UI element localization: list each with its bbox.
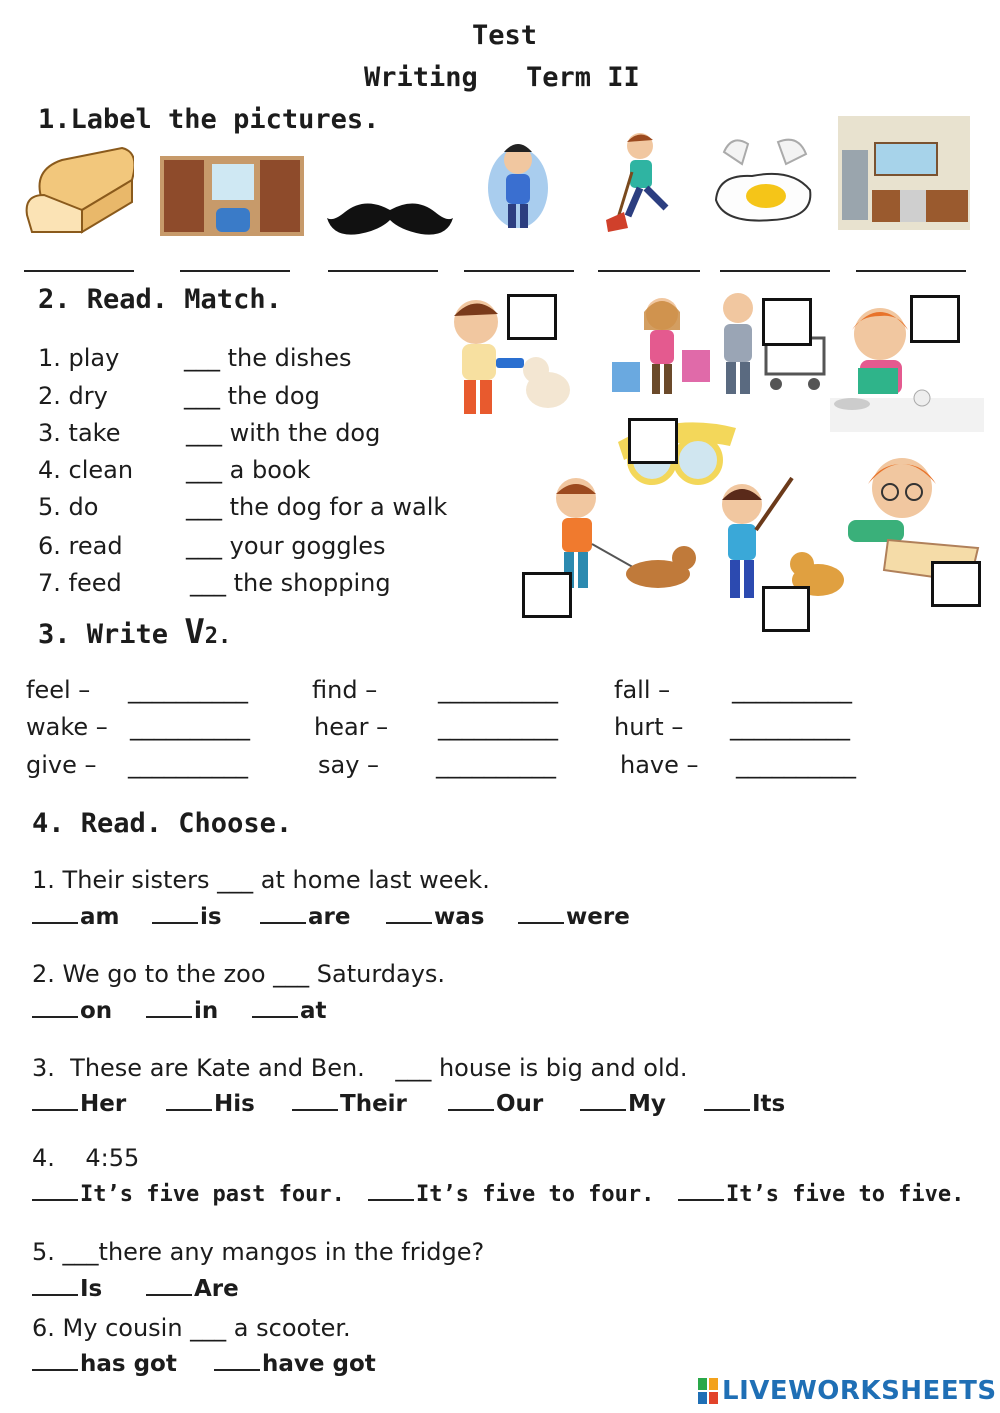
section3-heading-text: 3. Write (38, 619, 169, 650)
section3-heading-num: 2. (204, 624, 232, 649)
answer-box-play[interactable] (762, 586, 810, 632)
q2-option-on[interactable]: on (32, 998, 112, 1024)
label-line-3[interactable] (328, 270, 438, 272)
section3-heading (38, 612, 231, 652)
answer-box-feed-dog[interactable] (507, 294, 557, 340)
phrase-3: ___ with the dog (186, 419, 381, 447)
q3-option-our[interactable]: Our (448, 1091, 543, 1117)
q4-option-five-to-five[interactable]: It’s five to five. (678, 1182, 964, 1207)
q1-option-was[interactable]: was (386, 904, 484, 930)
section1-heading: 1.Label the pictures. (38, 104, 380, 135)
q3-option-her[interactable]: Her (32, 1091, 126, 1117)
verb-7: 7. feed (38, 569, 122, 597)
liveworksheets-logo[interactable]: LIVEWORKSHEETS (722, 1376, 997, 1406)
library-icon (160, 156, 304, 236)
subtitle-term: Term II (526, 62, 640, 93)
label-line-5[interactable] (598, 270, 700, 272)
verb-4: 4. clean (38, 456, 134, 484)
liveworksheets-logo-icon (698, 1378, 718, 1404)
verb-have: have – (620, 751, 699, 779)
verb-fall: fall – (614, 676, 671, 704)
verb-1: 1. play (38, 344, 120, 372)
verb-2: 2. dry (38, 382, 108, 410)
verb-find: find – (312, 676, 378, 704)
blank-have[interactable]: __________ (736, 751, 856, 779)
verb-5: 5. do (38, 493, 99, 521)
phrase-6: ___ your goggles (186, 532, 386, 560)
phrase-7: ___ the shopping (190, 569, 391, 597)
q3-option-their[interactable]: Their (292, 1091, 407, 1117)
q3-option-my[interactable]: My (580, 1091, 666, 1117)
question-6: 6. My cousin ___ a scooter. (32, 1314, 351, 1342)
q6-option-have-got[interactable]: have got (214, 1351, 376, 1377)
phrase-1: ___ the dishes (184, 344, 352, 372)
egg-icon (712, 134, 816, 226)
q6-option-has-got[interactable]: has got (32, 1351, 177, 1377)
girl-shopping-icon (606, 290, 718, 402)
label-line-1[interactable] (24, 270, 134, 272)
subtitle-writing: Writing (364, 62, 478, 93)
question-5: 5. ___there any mangos in the fridge? (32, 1238, 485, 1266)
sweeping-boy-icon (600, 128, 684, 236)
answer-box-book[interactable] (931, 561, 981, 607)
question-3: 3. These are Kate and Ben. ___ house is big and old. (32, 1054, 688, 1082)
phrase-4: ___ a book (186, 456, 311, 484)
page-title: Test (472, 20, 538, 51)
verb-3: 3. take (38, 419, 121, 447)
blank-wake[interactable]: __________ (130, 713, 250, 741)
q4-option-five-past-four[interactable]: It’s five past four. (32, 1182, 345, 1207)
answer-box-dishes[interactable] (910, 295, 960, 343)
q1-option-were[interactable]: were (518, 904, 630, 930)
blank-give[interactable]: __________ (128, 751, 248, 779)
q1-option-is[interactable]: is (152, 904, 222, 930)
verb-hear: hear – (314, 713, 389, 741)
verb-wake: wake – (26, 713, 108, 741)
blank-hear[interactable]: __________ (438, 713, 558, 741)
q3-option-his[interactable]: His (166, 1091, 255, 1117)
q5-option-is[interactable]: Is (32, 1276, 102, 1302)
section3-heading-v: V (184, 612, 205, 652)
blank-hurt[interactable]: __________ (730, 713, 850, 741)
bread-icon (22, 140, 134, 240)
label-line-6[interactable] (720, 270, 830, 272)
blank-find[interactable]: __________ (438, 676, 558, 704)
label-line-7[interactable] (856, 270, 966, 272)
q1-option-am[interactable]: am (32, 904, 120, 930)
blank-fall[interactable]: __________ (732, 676, 852, 704)
label-line-4[interactable] (464, 270, 574, 272)
phrase-2: ___ the dog (184, 382, 320, 410)
q4-option-five-to-four[interactable]: It’s five to four. (368, 1182, 654, 1207)
question-4: 4. 4:55 (32, 1144, 140, 1172)
section4-heading: 4. Read. Choose. (32, 808, 293, 839)
sick-boy-icon (486, 136, 550, 236)
label-line-2[interactable] (180, 270, 290, 272)
verb-hurt: hurt – (614, 713, 684, 741)
q2-option-in[interactable]: in (146, 998, 218, 1024)
mustache-icon (325, 196, 455, 240)
phrase-5: ___ the dog for a walk (186, 493, 448, 521)
verb-6: 6. read (38, 532, 123, 560)
answer-box-goggles[interactable] (628, 418, 678, 464)
question-2: 2. We go to the zoo ___ Saturdays. (32, 960, 446, 988)
verb-give: give – (26, 751, 97, 779)
q2-option-at[interactable]: at (252, 998, 327, 1024)
verb-say: say – (318, 751, 380, 779)
girl-drying-dishes-icon (830, 294, 984, 436)
answer-box-walk[interactable] (522, 572, 572, 618)
section2-heading: 2. Read. Match. (38, 284, 282, 315)
q5-option-are[interactable]: Are (146, 1276, 239, 1302)
blank-say[interactable]: __________ (436, 751, 556, 779)
q1-option-are[interactable]: are (260, 904, 350, 930)
blank-feel[interactable]: __________ (128, 676, 248, 704)
question-1: 1. Their sisters ___ at home last week. (32, 866, 490, 894)
answer-box-shopping[interactable] (762, 298, 812, 346)
verb-feel: feel – (26, 676, 91, 704)
q3-option-its[interactable]: Its (704, 1091, 785, 1117)
kitchen-icon (838, 116, 970, 230)
